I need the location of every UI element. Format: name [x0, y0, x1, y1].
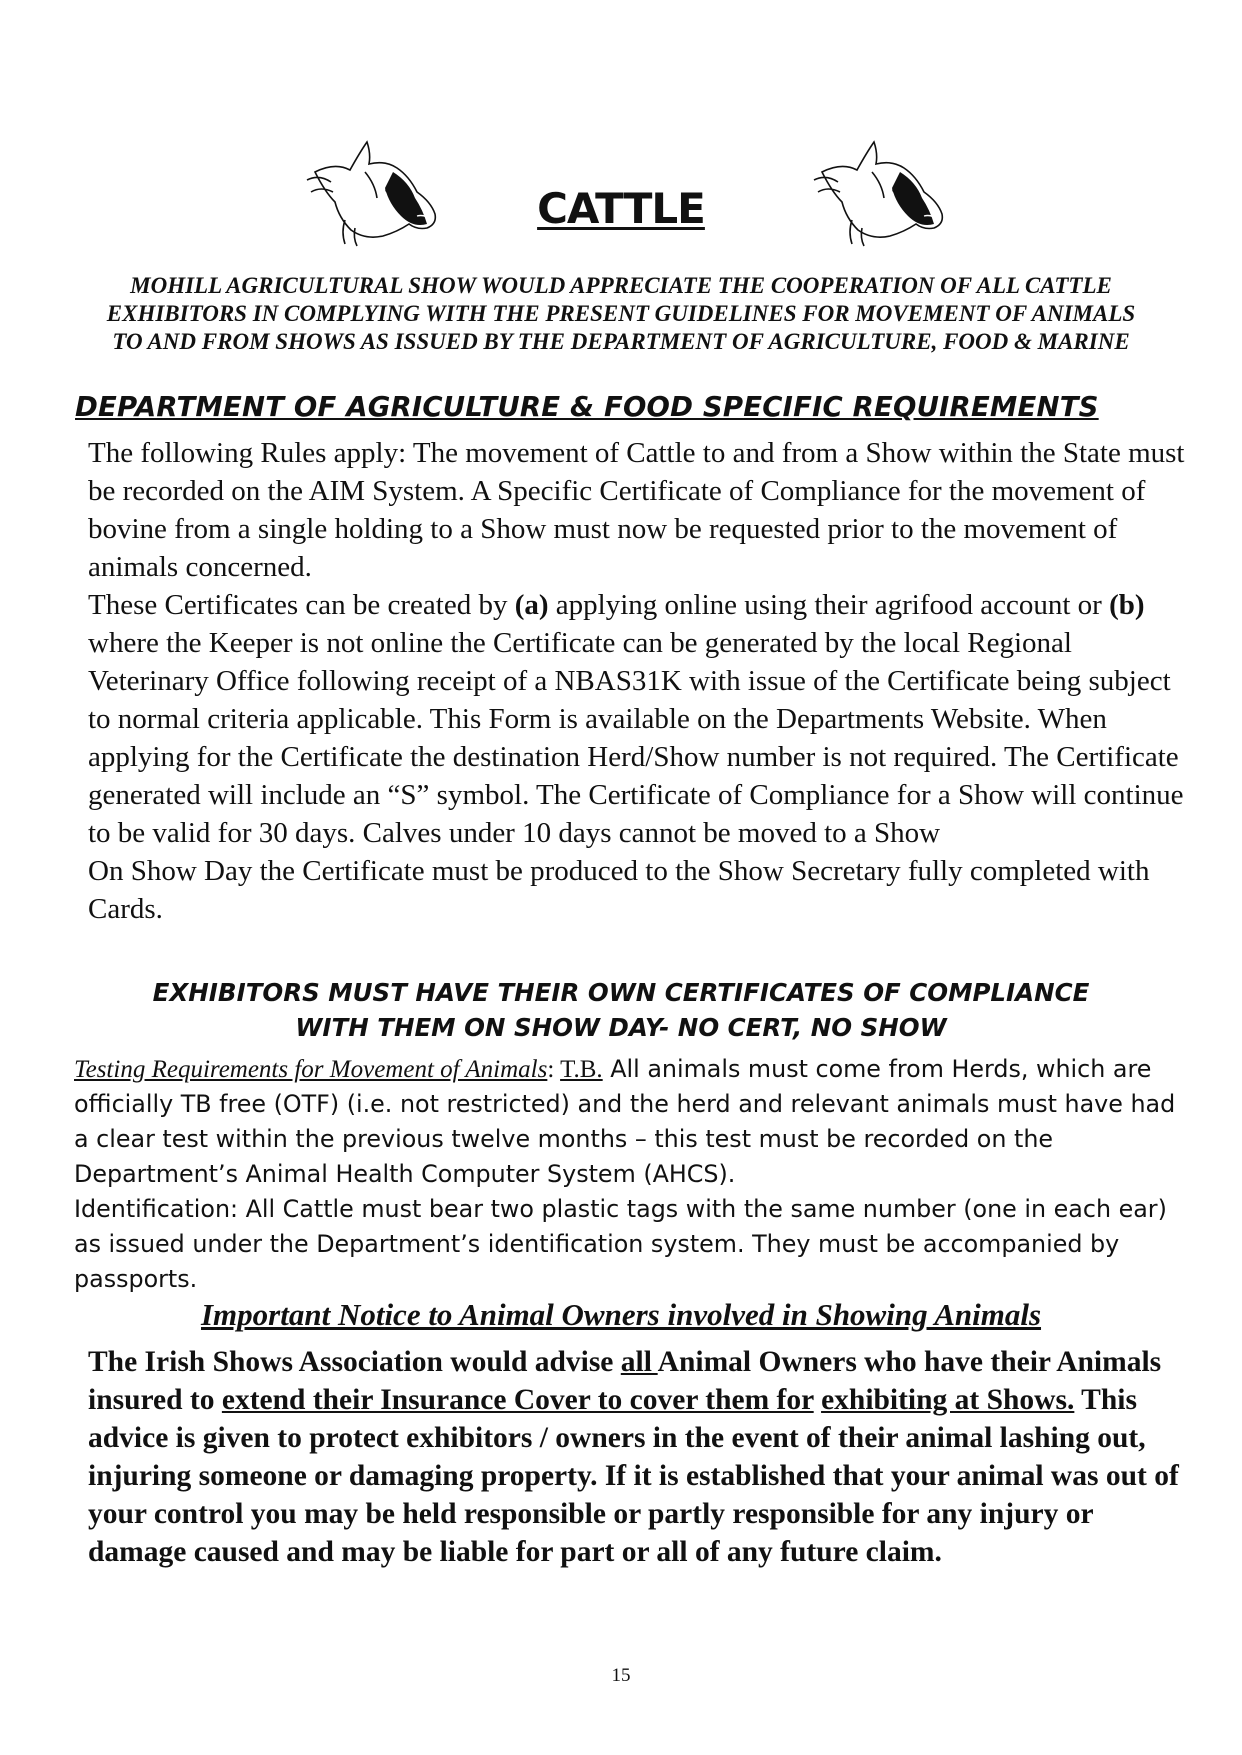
tb-text: All animals must come from Herds, which are officially TB free (OTF) (i.e. not restricted) and the herd and relevant animals must have had a clear test within the previous twelve months – this test must be recorded on the Department’s Animal Health Computer System (AHCS). [74, 1055, 1176, 1188]
tb-paragraph [74, 1052, 1194, 1192]
department-heading: DEPARTMENT OF AGRICULTURE & FOOD SPECIFIC REQUIREMENTS [75, 391, 1099, 423]
testing-separator: : [547, 1056, 561, 1083]
rules-paragraph [88, 586, 1188, 852]
intro-line: TO AND FROM SHOWS AS ISSUED BY THE DEPARTMENT OF AGRICULTURE, FOOD & MARINE [112, 329, 1130, 354]
notice-heading: Important Notice to Animal Owners involved in Showing Animals [200, 1297, 1042, 1332]
rules-text: where the Keeper is not online the Certificate can be generated by the local Regional Veterinary Office following receipt of a NBAS31K with issue of the Certificate being subject to normal criteria applicable. This Form is available on the Departments Website. When applying for the Certificate the destination Herd/Show number is not required. The Certificate generated will include an “S” symbol. The Certificate of Compliance for a Show will continue to be valid for 30 days. Calves under 10 days cannot be moved to a Show [88, 627, 1184, 849]
intro-line: MOHILL AGRICULTURAL SHOW WOULD APPRECIATE THE COOPERATION OF ALL CATTLE [130, 273, 1112, 298]
page-title: CATTLE [537, 184, 705, 233]
notice-text: This advice is given to protect exhibitors / owners in the event of their animal lashing out, injuring someone or damaging property. If it is established that your animal was out of your control you may be held responsible or partly responsible for any injury or damage caused and may be liable for part or all of any future claim. [88, 1384, 1179, 1568]
notice-emphasis: all [620, 1346, 658, 1378]
warning-line: WITH THEM ON SHOW DAY- NO CERT, NO SHOW [295, 1013, 947, 1042]
notice-text [814, 1384, 821, 1416]
intro-line: EXHIBITORS IN COMPLYING WITH THE PRESENT GUIDELINES FOR MOVEMENT OF ANIMALS [106, 301, 1136, 326]
notice-emphasis: exhibiting at Shows. [821, 1384, 1075, 1416]
rules-paragraph: The following Rules apply: The movement of Cattle to and from a Show within the State must be recorded on the AIM System. A Specific Certificate of Compliance for the movement of bovine from a single holding to a Show must now be requested prior to the movement of animals concerned. [88, 437, 1185, 583]
exhibitors-warning [0, 975, 1242, 1045]
identification-paragraph: Identification: All Cattle must bear two plastic tags with the same number (one in each ear) as issued under the Department’s identification system. They must be accompanied by passports. [74, 1195, 1167, 1293]
insurance-notice [88, 1343, 1198, 1571]
rules-text: applying online using their agrifood account or [548, 589, 1110, 621]
warning-line: EXHIBITORS MUST HAVE THEIR OWN CERTIFICATES OF COMPLIANCE [152, 978, 1090, 1007]
rules-paragraph: On Show Day the Certificate must be produced to the Show Secretary fully completed with Cards. [88, 855, 1150, 925]
option-a-label: (a) [514, 589, 549, 621]
testing-requirements [74, 1052, 1194, 1297]
option-b-label: (b) [1109, 589, 1145, 621]
tb-label: T.B. [560, 1056, 603, 1083]
notice-text: The Irish Shows Association would advise [88, 1346, 621, 1378]
testing-label: Testing Requirements for Movement of Animals [74, 1056, 548, 1083]
notice-text: Animal Owners who have their Animals insured to [88, 1346, 1162, 1416]
page-number: 15 [611, 1665, 631, 1686]
rules-text: These Certificates can be created by [88, 589, 515, 621]
rules-section [88, 434, 1188, 928]
intro-notice [60, 272, 1182, 356]
notice-emphasis: extend their Insurance Cover to cover them for [221, 1384, 814, 1416]
